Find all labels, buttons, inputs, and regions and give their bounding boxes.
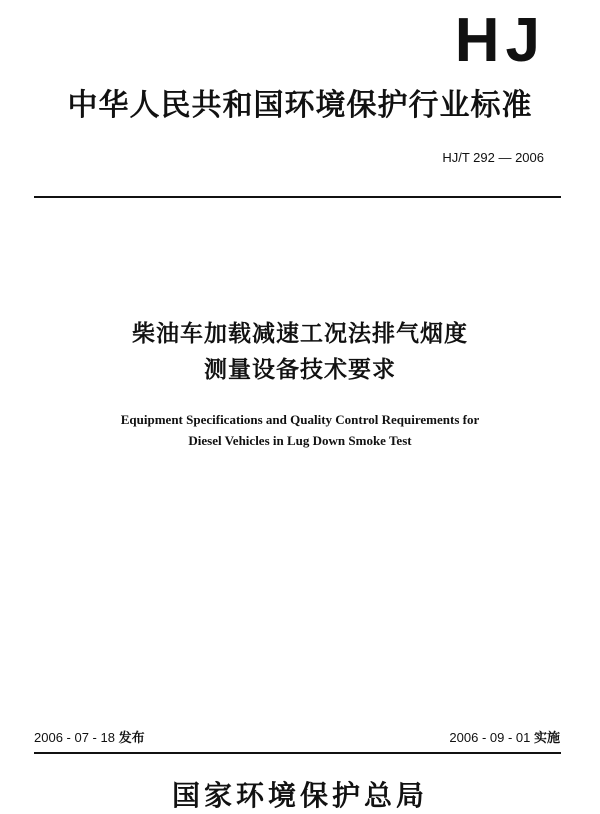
effective-label: 实施: [533, 731, 560, 746]
english-title-line-1: Equipment Specifications and Quality Control Requirements for: [120, 412, 480, 427]
hj-logo: HJ: [454, 6, 546, 75]
bottom-divider: [34, 752, 561, 754]
issuing-authority: 国家环境保护总局: [171, 779, 428, 812]
top-divider: [34, 196, 561, 198]
chinese-title-line-1: 柴油车加载减速工况法排气烟度: [132, 321, 468, 347]
org-title: 中华人民共和国环境保护行业标准: [67, 88, 533, 123]
issued-date-value: 2006 - 07 - 18: [34, 730, 115, 745]
issued-label: 发布: [118, 731, 145, 746]
english-title-line-2: Diesel Vehicles in Lug Down Smoke Test: [188, 433, 412, 448]
standard-number: HJ/T 292 — 2006: [442, 150, 544, 165]
issued-date: [34, 730, 145, 747]
chinese-title-line-2: 测量设备技术要求: [204, 357, 396, 383]
effective-date: [449, 730, 560, 747]
effective-date-value: 2006 - 09 - 01: [449, 730, 531, 745]
